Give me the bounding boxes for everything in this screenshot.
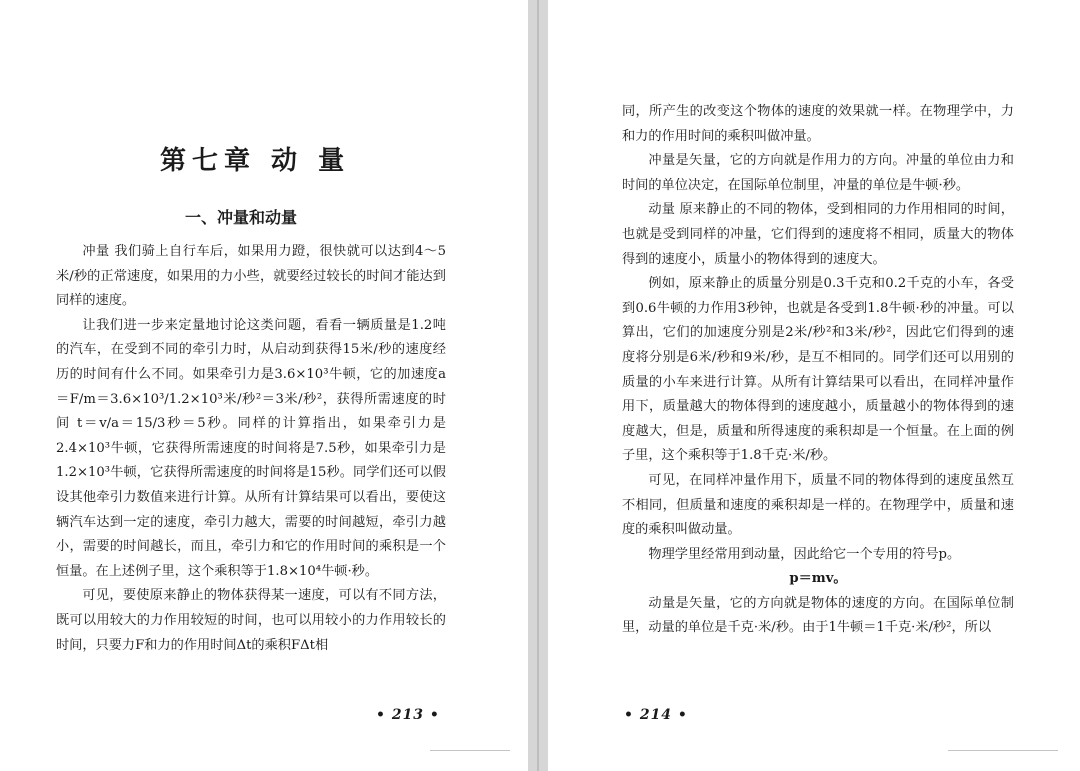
paragraph: 冲量 我们骑上自行车后，如果用力蹬，很快就可以达到4～5米/秒的正常速度，如果用的力小些，就要经过较长的时间才能达到同样的速度。 <box>56 244 446 309</box>
chapter-title: 第七章 动 量 <box>160 146 351 176</box>
paragraph: 冲量是矢量，它的方向就是作用力的方向。冲量的单位由力和时间的单位决定，在国际单位制里，冲量的单位是牛顿·秒。 <box>622 153 1014 193</box>
page-number: • 213 • <box>376 707 440 723</box>
momentum-formula: p＝mv。 <box>789 571 847 587</box>
paragraph: 物理学里经常用到动量，因此给它一个专用的符号p。 <box>648 546 961 562</box>
paragraph: 可见，在同样冲量作用下，质量不同的物体得到的速度虽然互不相同，但质量和速度的乘积却是一样的。在物理学中，质量和速度的乘积叫做动量。 <box>622 472 1014 538</box>
paragraph: 同，所产生的改变这个物体的速度的效果就一样。在物理学中，力和力的作用时间的乘积叫做冲量。 <box>622 104 1014 144</box>
section-title: 一、冲量和动量 <box>185 208 298 227</box>
scan-edge-line <box>948 750 1058 751</box>
paragraph: 可见，要使原来静止的物体获得某一速度，可以有不同方法，既可以用较大的力作用较短的时间，也可以用较小的力作用较长的时间，只要力F和力的作用时间Δt的乘积FΔt相 <box>56 588 446 653</box>
paragraph: 例如，原来静止的质量分别是0.3千克和0.2千克的小车，各受到0.6牛顿的力作用3秒钟，也就是各受到1.8牛顿·秒的冲量。可以算出，它们的加速度分别是2米/秒²和3米/秒²，因此它们得到的速度将分别是6米/秒和9米/秒，是互不相同的。同学们还可以用别的质量的小车来进行计算。从所有计算结果可以看出，在同样冲量作用下，质量越大的物体得到的速度越小，质量越小的物体得到的速度越大，但是，质量和所得速度的乘积却是一个恒量。在上面的例子里，这个乘积等于1.8千克·米/秒。 <box>622 276 1014 464</box>
right-body <box>622 100 1014 641</box>
paragraph: 让我们进一步来定量地讨论这类问题，看看一辆质量是1.2吨的汽车，在受到不同的牵引力时，从启动到获得15米/秒的速度经历的时间有什么不同。如果牵引力是3.6×10³牛顿，它的加速度a＝F/m＝3.6×10³/1.2×10³米/秒²＝3米/秒²，获得所需速度的时间 t＝v/a＝15/3秒＝5秒。同样的计算指出，如果牵引力是2.4×10³牛顿，它获得所需速度的时间将是7.5秒，如果牵引力是1.2×10³牛顿，它获得所需速度的时间将是15秒。同学们还可以假设其他牵引力数值来进行计算。从所有计算结果可以看出，要使这辆汽车达到一定的速度，牵引力越大，需要的时间越短，牵引力越小，需要的时间越长，而且，牵引力和它的作用时间的乘积是一个恒量。在上述例子里，这个乘积等于1.8×10⁴牛顿·秒。 <box>56 317 446 579</box>
left-body <box>56 240 446 658</box>
left-page <box>0 0 528 771</box>
right-page <box>548 0 1080 771</box>
paragraph: 动量 原来静止的不同的物体，受到相同的力作用相同的时间，也就是受到同样的冲量，它们得到的速度将不相同，质量大的物体得到的速度小，质量小的物体得到的速度大。 <box>622 202 1014 267</box>
scan-edge-line <box>430 750 510 751</box>
paragraph: 动量是矢量，它的方向就是物体的速度的方向。在国际单位制里，动量的单位是千克·米/秒。由于1牛顿＝1千克·米/秒²，所以 <box>622 595 1014 636</box>
gutter-divider <box>537 0 539 771</box>
page-number: • 214 • <box>624 707 688 723</box>
